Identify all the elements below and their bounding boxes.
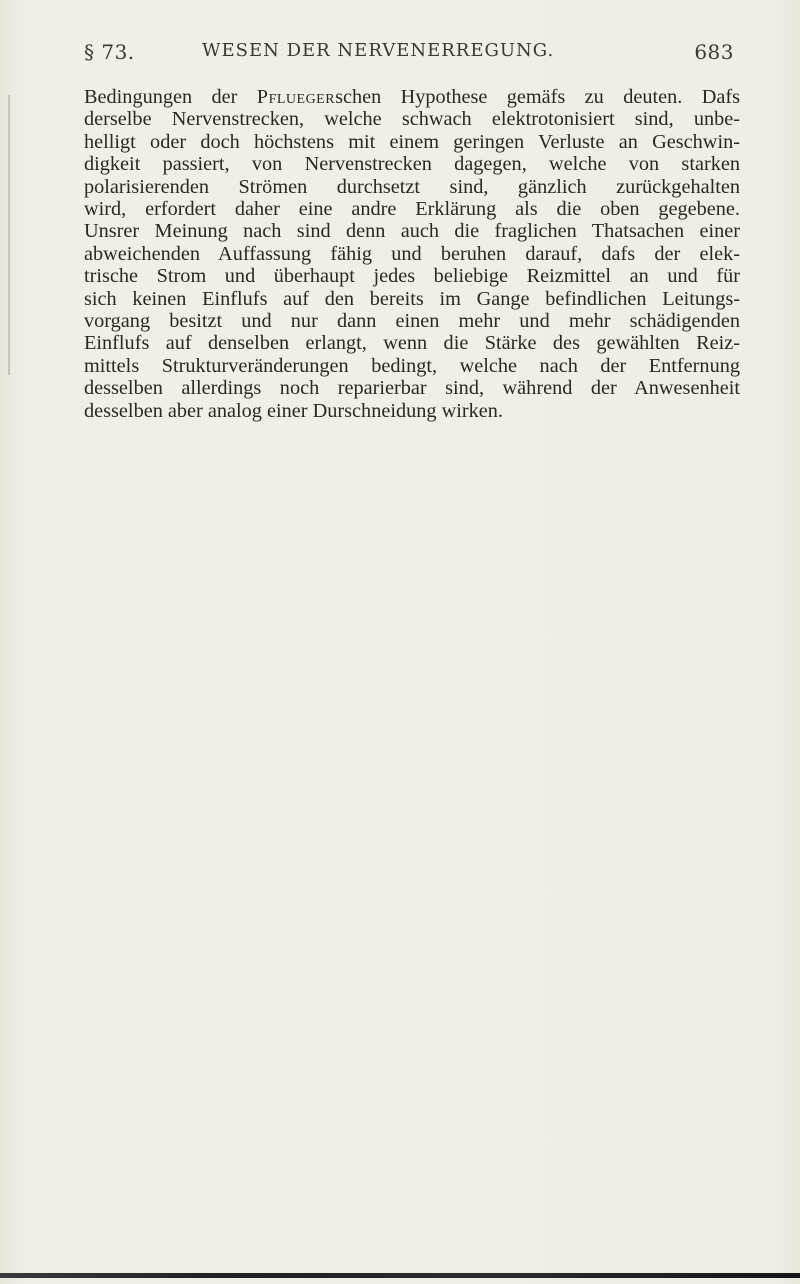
- text-line: polarisierenden Strömen durchsetzt sind, gänzlich zurückgehalten: [84, 175, 740, 198]
- scan-edge: [0, 1273, 800, 1278]
- page-number: 683: [694, 40, 734, 64]
- section-number: § 73.: [84, 40, 135, 64]
- text-line: desselben allerdings noch reparierbar sind, während der Anwesenheit: [84, 377, 740, 400]
- text-line: derselbe Nervenstrecken, welche schwach elektrotonisiert sind, unbe-: [84, 108, 740, 131]
- margin-line: [8, 95, 10, 375]
- running-title: WESEN DER NERVENERREGUNG.: [202, 40, 555, 61]
- text-line: desselben aber analog einer Durschneidung wirken.: [84, 399, 503, 422]
- text-line: trische Strom und überhaupt jedes beliebige Reizmittel an und für: [84, 265, 740, 288]
- author-name: Pflueger: [256, 86, 336, 108]
- text-line: mittels Strukturveränderungen bedingt, welche nach der Entfernung: [84, 354, 740, 377]
- text-line: helligt oder doch höchstens mit einem geringen Verluste an Geschwin-: [84, 130, 740, 153]
- text-line: digkeit passiert, von Nervenstrecken dagegen, welche von starken: [84, 153, 740, 176]
- text-line: Einflufs auf denselben erlangt, wenn die Stärke des gewählten Reiz-: [84, 332, 740, 355]
- text-line: wird, erfordert daher eine andre Erklärung als die oben gegebene.: [84, 198, 740, 221]
- body-paragraph: [84, 86, 740, 422]
- running-header: [84, 40, 734, 68]
- text-line: sich keinen Einflufs auf den bereits im Gange befindlichen Leitungs-: [84, 287, 740, 310]
- text-line: Unsrer Meinung nach sind denn auch die fraglichen Thatsachen einer: [84, 220, 740, 243]
- text-line: abweichenden Auffassung fähig und beruhen darauf, dafs der elek-: [84, 242, 740, 265]
- text-line: Bedingungen der Pfluegerschen Hypothese gemäfs zu deuten. Dafs: [84, 86, 740, 108]
- text-line: vorgang besitzt und nur dann einen mehr und mehr schädigenden: [84, 310, 740, 333]
